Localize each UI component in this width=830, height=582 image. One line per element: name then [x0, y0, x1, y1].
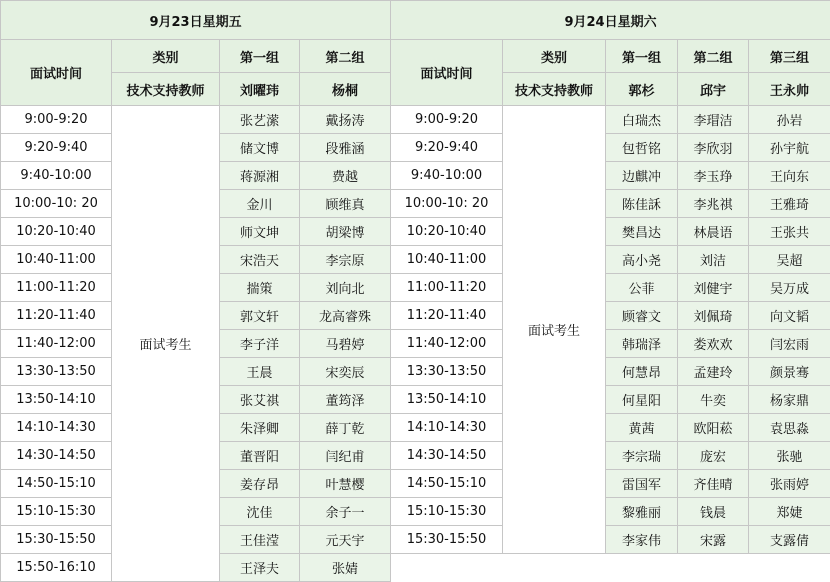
- day1-group1-cell: 宋浩天: [220, 246, 300, 274]
- day1-time-cell: 13:50-14:10: [1, 386, 112, 414]
- day1-time-cell: 10:20-10:40: [1, 218, 112, 246]
- day2-group2-header: 第二组: [678, 40, 749, 73]
- day1-time-cell: 14:10-14:30: [1, 414, 112, 442]
- day1-group1-cell: 姜存昂: [220, 470, 300, 498]
- day2-group3-cell: 张雨婷: [749, 470, 830, 498]
- day2-group1-cell: 顾睿文: [606, 302, 678, 330]
- day2-group3-cell: 颜景骞: [749, 358, 830, 386]
- day1-group2-cell: 薛丁乾: [300, 414, 391, 442]
- day1-time-cell: 11:40-12:00: [1, 330, 112, 358]
- day2-category-sub: 技术支持教师: [503, 73, 606, 106]
- day2-title: 9月24日星期六: [391, 1, 830, 40]
- day1-time-cell: 10:40-11:00: [1, 246, 112, 274]
- day2-group2-cell: 庞宏: [678, 442, 749, 470]
- day2-time-cell: 11:00-11:20: [391, 274, 503, 302]
- day2-group3-teacher: 王永帅: [749, 73, 830, 106]
- day1-group2-cell: 费越: [300, 162, 391, 190]
- day2-group3-header: 第三组: [749, 40, 830, 73]
- day2-group1-cell: 白瑞杰: [606, 106, 678, 134]
- day2-group3-cell: 王雅琦: [749, 190, 830, 218]
- day2-group1-cell: 樊昌达: [606, 218, 678, 246]
- day2-group2-cell: 孟建玲: [678, 358, 749, 386]
- day1-group2-cell: 闫纪甫: [300, 442, 391, 470]
- day1-time-cell: 14:30-14:50: [1, 442, 112, 470]
- day1-time-cell: 15:10-15:30: [1, 498, 112, 526]
- day1-group1-cell: 董晋阳: [220, 442, 300, 470]
- day1-group2-teacher: 杨桐: [300, 73, 391, 106]
- day2-time-cell: 11:40-12:00: [391, 330, 503, 358]
- day2-group2-cell: 李兆祺: [678, 190, 749, 218]
- day1-group2-cell: 张婧: [300, 554, 391, 582]
- day1-time-cell: 9:20-9:40: [1, 134, 112, 162]
- day1-group1-cell: 揣策: [220, 274, 300, 302]
- day1-group2-header: 第二组: [300, 40, 391, 73]
- day2-group3-cell: 吴超: [749, 246, 830, 274]
- day1-group1-cell: 王晨: [220, 358, 300, 386]
- day2-time-header: 面试时间: [391, 40, 503, 106]
- day2-time-cell: 15:10-15:30: [391, 498, 503, 526]
- day1-group2-cell: 宋奕辰: [300, 358, 391, 386]
- day1-group1-cell: 蒋源湘: [220, 162, 300, 190]
- day1-group1-cell: 王佳滢: [220, 526, 300, 554]
- day1-group2-cell: 马碧婷: [300, 330, 391, 358]
- day2-group1-cell: 李家伟: [606, 526, 678, 554]
- day1-group2-cell: 顾维真: [300, 190, 391, 218]
- day2-group2-cell: 钱晨: [678, 498, 749, 526]
- day2-group2-cell: 娄欢欢: [678, 330, 749, 358]
- day1-group1-cell: 郭文轩: [220, 302, 300, 330]
- day2-group2-cell: 刘健宇: [678, 274, 749, 302]
- day2-group2-cell: 欧阳菘: [678, 414, 749, 442]
- day1-time-header: 面试时间: [1, 40, 112, 106]
- day1-time-cell: 11:20-11:40: [1, 302, 112, 330]
- day2-time-cell: 14:10-14:30: [391, 414, 503, 442]
- day2-group1-cell: 公菲: [606, 274, 678, 302]
- day2-group2-teacher: 邱宇: [678, 73, 749, 106]
- day1-category-header: 类别: [112, 40, 220, 73]
- day1-time-cell: 13:30-13:50: [1, 358, 112, 386]
- empty-cell: [391, 554, 830, 582]
- day2-group3-cell: 张驰: [749, 442, 830, 470]
- day2-time-cell: 10:40-11:00: [391, 246, 503, 274]
- day1-group2-cell: 李宗原: [300, 246, 391, 274]
- day2-group1-cell: 李宗瑞: [606, 442, 678, 470]
- day1-group1-cell: 沈佳: [220, 498, 300, 526]
- day1-merged-label: 面试考生: [112, 106, 220, 582]
- day2-group2-cell: 刘佩琦: [678, 302, 749, 330]
- day1-group1-cell: 师文坤: [220, 218, 300, 246]
- day2-group1-header: 第一组: [606, 40, 678, 73]
- day2-group1-cell: 包哲铭: [606, 134, 678, 162]
- day2-group2-cell: 牛奕: [678, 386, 749, 414]
- day2-time-cell: 13:30-13:50: [391, 358, 503, 386]
- day2-time-cell: 9:40-10:00: [391, 162, 503, 190]
- day2-group2-cell: 齐佳晴: [678, 470, 749, 498]
- day2-group1-cell: 边麒冲: [606, 162, 678, 190]
- day1-group2-cell: 余子一: [300, 498, 391, 526]
- schedule-body: [1, 106, 830, 582]
- day1-group2-cell: 叶慧樱: [300, 470, 391, 498]
- day1-time-cell: 14:50-15:10: [1, 470, 112, 498]
- day2-group3-cell: 王向东: [749, 162, 830, 190]
- day2-group3-cell: 孙宇航: [749, 134, 830, 162]
- day2-group2-cell: 宋露: [678, 526, 749, 554]
- day2-time-cell: 13:50-14:10: [391, 386, 503, 414]
- day2-time-cell: 10:00-10: 20: [391, 190, 503, 218]
- day2-group1-cell: 雷国军: [606, 470, 678, 498]
- day2-group3-cell: 吴万成: [749, 274, 830, 302]
- day2-group2-cell: 李瑁洁: [678, 106, 749, 134]
- day1-time-cell: 10:00-10: 20: [1, 190, 112, 218]
- day2-group2-cell: 李欣羽: [678, 134, 749, 162]
- day1-category-sub: 技术支持教师: [112, 73, 220, 106]
- day2-group1-cell: 韩瑞泽: [606, 330, 678, 358]
- day2-group3-cell: 向文韬: [749, 302, 830, 330]
- day2-group1-cell: 何慧昂: [606, 358, 678, 386]
- table-row: [1, 106, 830, 134]
- day2-time-cell: 9:20-9:40: [391, 134, 503, 162]
- day2-group1-cell: 何星阳: [606, 386, 678, 414]
- day1-group2-cell: 董筠泽: [300, 386, 391, 414]
- day2-group2-cell: 李玉琤: [678, 162, 749, 190]
- day1-group2-cell: 胡梁博: [300, 218, 391, 246]
- day1-time-cell: 15:30-15:50: [1, 526, 112, 554]
- day1-group1-cell: 张艾祺: [220, 386, 300, 414]
- day2-group1-cell: 陈佳訸: [606, 190, 678, 218]
- day2-group1-cell: 高小尧: [606, 246, 678, 274]
- day2-category-header: 类别: [503, 40, 606, 73]
- day2-time-cell: 9:00-9:20: [391, 106, 503, 134]
- day1-title: 9月23日星期五: [1, 1, 391, 40]
- day2-group1-cell: 黎雅丽: [606, 498, 678, 526]
- day2-group2-cell: 刘洁: [678, 246, 749, 274]
- day1-group1-header: 第一组: [220, 40, 300, 73]
- day2-group3-cell: 闫宏雨: [749, 330, 830, 358]
- day1-group1-cell: 储文博: [220, 134, 300, 162]
- day2-merged-label: 面试考生: [503, 106, 606, 554]
- day2-group3-cell: 郑婕: [749, 498, 830, 526]
- day1-group1-cell: 张艺潆: [220, 106, 300, 134]
- day1-time-cell: 9:00-9:20: [1, 106, 112, 134]
- day1-group1-cell: 王泽夫: [220, 554, 300, 582]
- day2-time-cell: 14:50-15:10: [391, 470, 503, 498]
- day1-time-cell: 15:50-16:10: [1, 554, 112, 582]
- day2-time-cell: 15:30-15:50: [391, 526, 503, 554]
- day2-time-cell: 10:20-10:40: [391, 218, 503, 246]
- day2-time-cell: 11:20-11:40: [391, 302, 503, 330]
- day2-group3-cell: 袁思淼: [749, 414, 830, 442]
- day1-group2-cell: 段雅涵: [300, 134, 391, 162]
- day1-time-cell: 9:40-10:00: [1, 162, 112, 190]
- day1-group1-cell: 朱泽卿: [220, 414, 300, 442]
- day2-group3-cell: 杨家鼎: [749, 386, 830, 414]
- day2-group3-cell: 王张共: [749, 218, 830, 246]
- day1-group1-teacher: 刘曜玮: [220, 73, 300, 106]
- day1-group2-cell: 戴扬涛: [300, 106, 391, 134]
- day2-group3-cell: 孙岩: [749, 106, 830, 134]
- day1-time-cell: 11:00-11:20: [1, 274, 112, 302]
- day2-group1-cell: 黄茜: [606, 414, 678, 442]
- day1-group2-cell: 刘向北: [300, 274, 391, 302]
- day1-group2-cell: 元天宇: [300, 526, 391, 554]
- day1-group1-cell: 李子洋: [220, 330, 300, 358]
- day2-group3-cell: 支露倩: [749, 526, 830, 554]
- day2-group1-teacher: 郭杉: [606, 73, 678, 106]
- day2-time-cell: 14:30-14:50: [391, 442, 503, 470]
- day1-group2-cell: 龙高睿殊: [300, 302, 391, 330]
- day1-group1-cell: 金川: [220, 190, 300, 218]
- day2-group2-cell: 林晨语: [678, 218, 749, 246]
